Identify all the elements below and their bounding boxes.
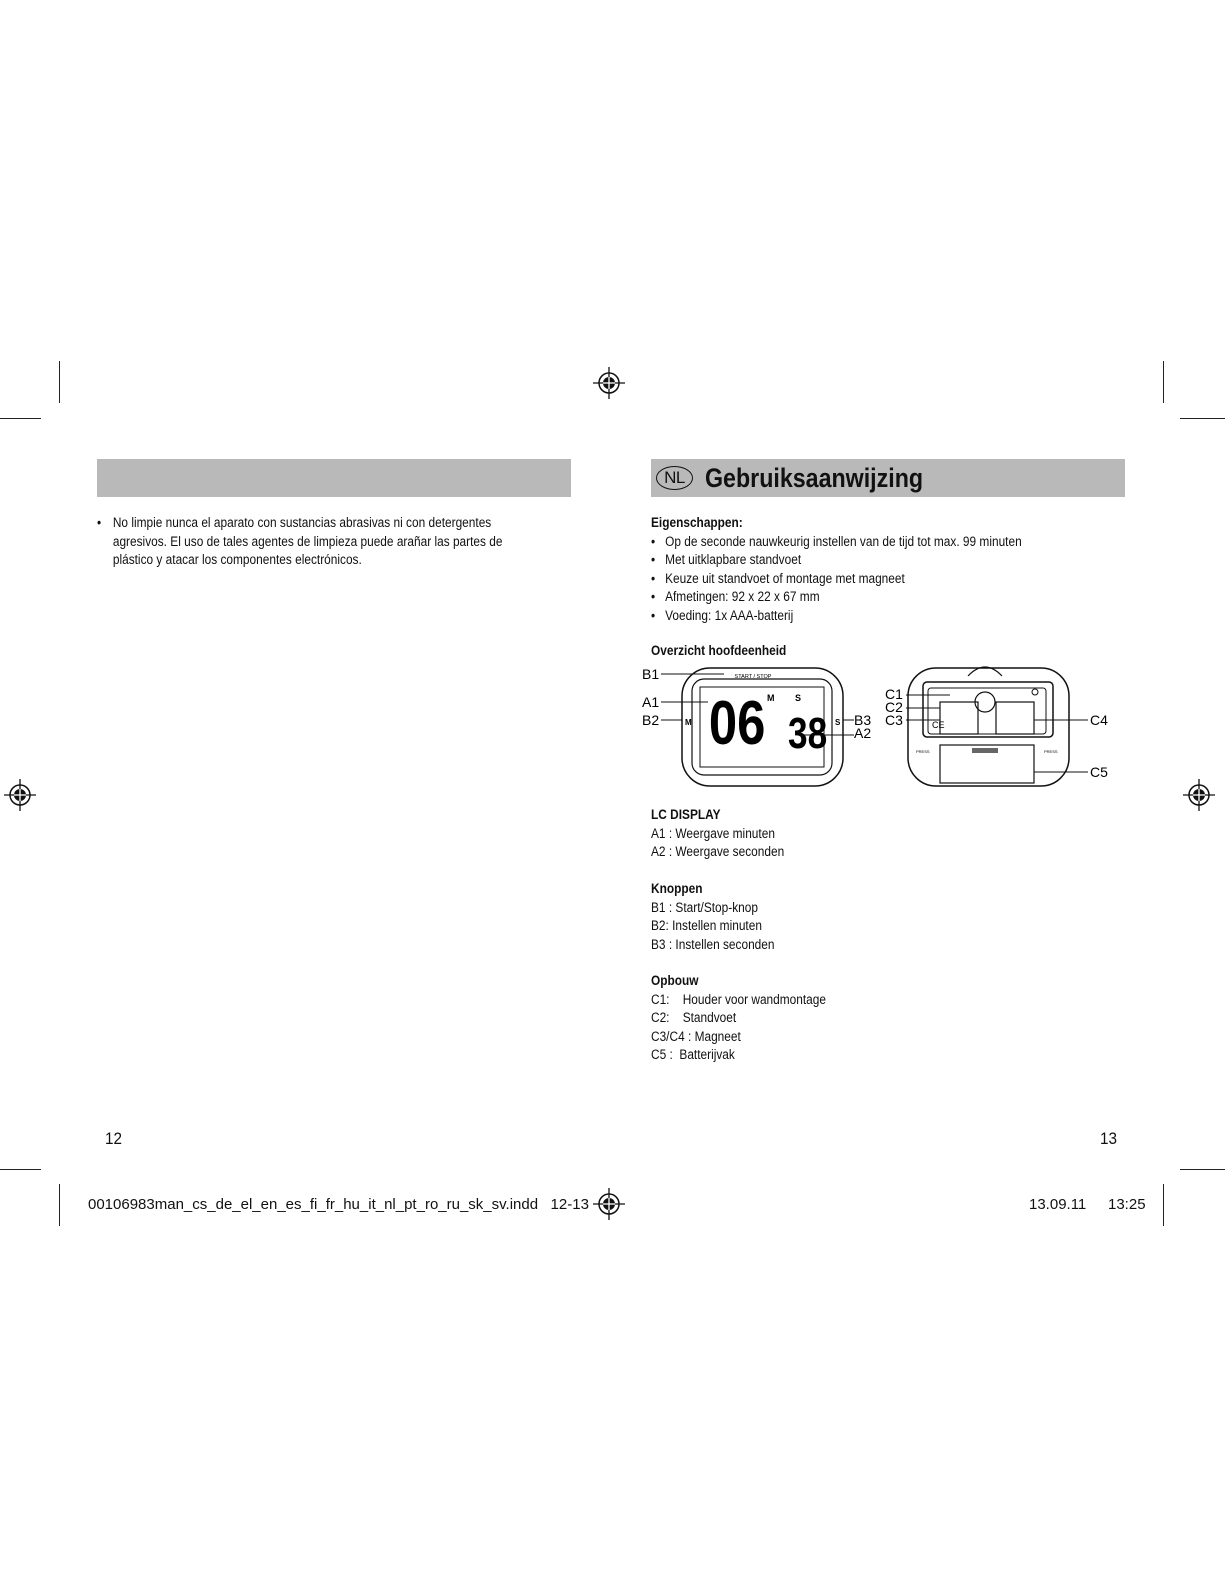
left-bullet-line: plástico y atacar los componentes electrónicos.	[112, 552, 362, 567]
crop-mark	[0, 418, 41, 419]
list-item: C5 : Batterijvak	[651, 1047, 735, 1062]
registration-mark-icon	[4, 779, 36, 811]
callout-label: B3	[854, 712, 872, 728]
footer-time: 13:25	[1108, 1196, 1146, 1213]
crop-mark	[1180, 418, 1225, 419]
crop-mark	[1163, 1184, 1164, 1226]
footer-filename: 00106983man_cs_de_el_en_es_fi_fr_hu_it_nl_pt_ro_ru_sk_sv.indd 12-13	[88, 1196, 589, 1213]
callout-label: B2	[642, 712, 660, 728]
timer-back-view	[885, 667, 1108, 786]
callout-label: C2	[885, 699, 903, 715]
page-title: Gebruiksaanwijzing	[705, 462, 924, 493]
section-header-band	[651, 459, 1125, 497]
list-item: B1 : Start/Stop-knop	[651, 899, 758, 915]
list-item: • Keuze uit standvoet of montage met magneet	[651, 570, 1022, 589]
callout-label: C3	[885, 712, 903, 728]
registration-mark-icon	[593, 1188, 625, 1220]
features-heading: Eigenschappen:	[651, 515, 743, 530]
crop-mark	[59, 361, 60, 403]
unit-m: M	[767, 693, 775, 703]
press-label: PRESS	[916, 749, 930, 754]
callout-label: A1	[642, 694, 660, 710]
callout-label: C4	[1090, 712, 1108, 728]
list-item: A2 : Weergave seconden	[651, 844, 785, 859]
registration-mark-icon	[1183, 779, 1215, 811]
buttons-section	[651, 880, 775, 954]
button-s-label: S	[835, 718, 841, 727]
list-item: B2: Instellen minuten	[651, 918, 762, 933]
left-bullet-text: • No limpie nunca el aparato con sustancias abrasivas ni con detergentes agresivos. El uso de tales agentes de limpieza puede arañar las partes de plástico y atacar los componentes electrónicos.	[97, 514, 502, 570]
left-bullet-line: No limpie nunca el aparato con sustancias abrasivas ni con detergentes	[112, 515, 492, 530]
list-item: C2: Standvoet	[651, 1010, 737, 1025]
callout-label: B1	[642, 666, 660, 682]
list-item: B3 : Instellen seconden	[651, 936, 775, 952]
language-badge: NL	[656, 466, 693, 490]
list-item: A1 : Weergave minuten	[651, 825, 775, 841]
timer-front-view	[642, 666, 871, 786]
buttons-heading: Knoppen	[651, 881, 703, 896]
list-item: • Voeding: 1x AAA-batterij	[651, 607, 1022, 626]
lc-display-heading: LC DISPLAY	[651, 807, 721, 822]
features-section	[651, 514, 1022, 625]
crop-mark	[1180, 1169, 1225, 1170]
registration-mark-icon	[593, 367, 625, 399]
left-bullet-line: agresivos. El uso de tales agentes de limpieza puede arañar las partes de	[112, 533, 503, 549]
press-label: PRESS	[1044, 749, 1058, 754]
crop-mark	[0, 1169, 41, 1170]
list-item: • Afmetingen: 92 x 22 x 67 mm	[651, 588, 1022, 607]
start-stop-label: START / STOP	[734, 674, 772, 680]
unit-s: S	[795, 693, 802, 703]
list-item: C1: Houder voor wandmontage	[651, 991, 827, 1007]
overview-heading: Overzicht hoofdeenheid	[651, 643, 787, 658]
footer-date: 13.09.11	[1029, 1196, 1087, 1213]
timer-diagram	[640, 662, 1120, 792]
button-m-label: M	[685, 718, 692, 727]
page-number-right: 13	[1100, 1129, 1118, 1148]
crop-mark	[1163, 361, 1164, 403]
list-item: • Met uitklapbare standvoet	[651, 551, 1022, 570]
display-minutes: 06	[708, 689, 766, 759]
callout-label: C5	[1090, 764, 1108, 780]
callout-label: A2	[854, 725, 872, 741]
section-header-band	[97, 459, 571, 497]
callout-label: C1	[885, 686, 903, 702]
list-item: • Op de seconde nauwkeurig instellen van de tijd tot max. 99 minuten	[651, 533, 1022, 552]
lc-display-section	[651, 806, 784, 862]
list-item: C3/C4 : Magneet	[651, 1028, 741, 1044]
crop-mark	[59, 1184, 60, 1226]
features-list	[651, 533, 1022, 626]
display-seconds: 38	[788, 709, 828, 758]
structure-section	[651, 972, 826, 1065]
page-number-left: 12	[105, 1129, 123, 1148]
ce-mark: CE	[932, 720, 945, 730]
structure-heading: Opbouw	[651, 973, 699, 988]
